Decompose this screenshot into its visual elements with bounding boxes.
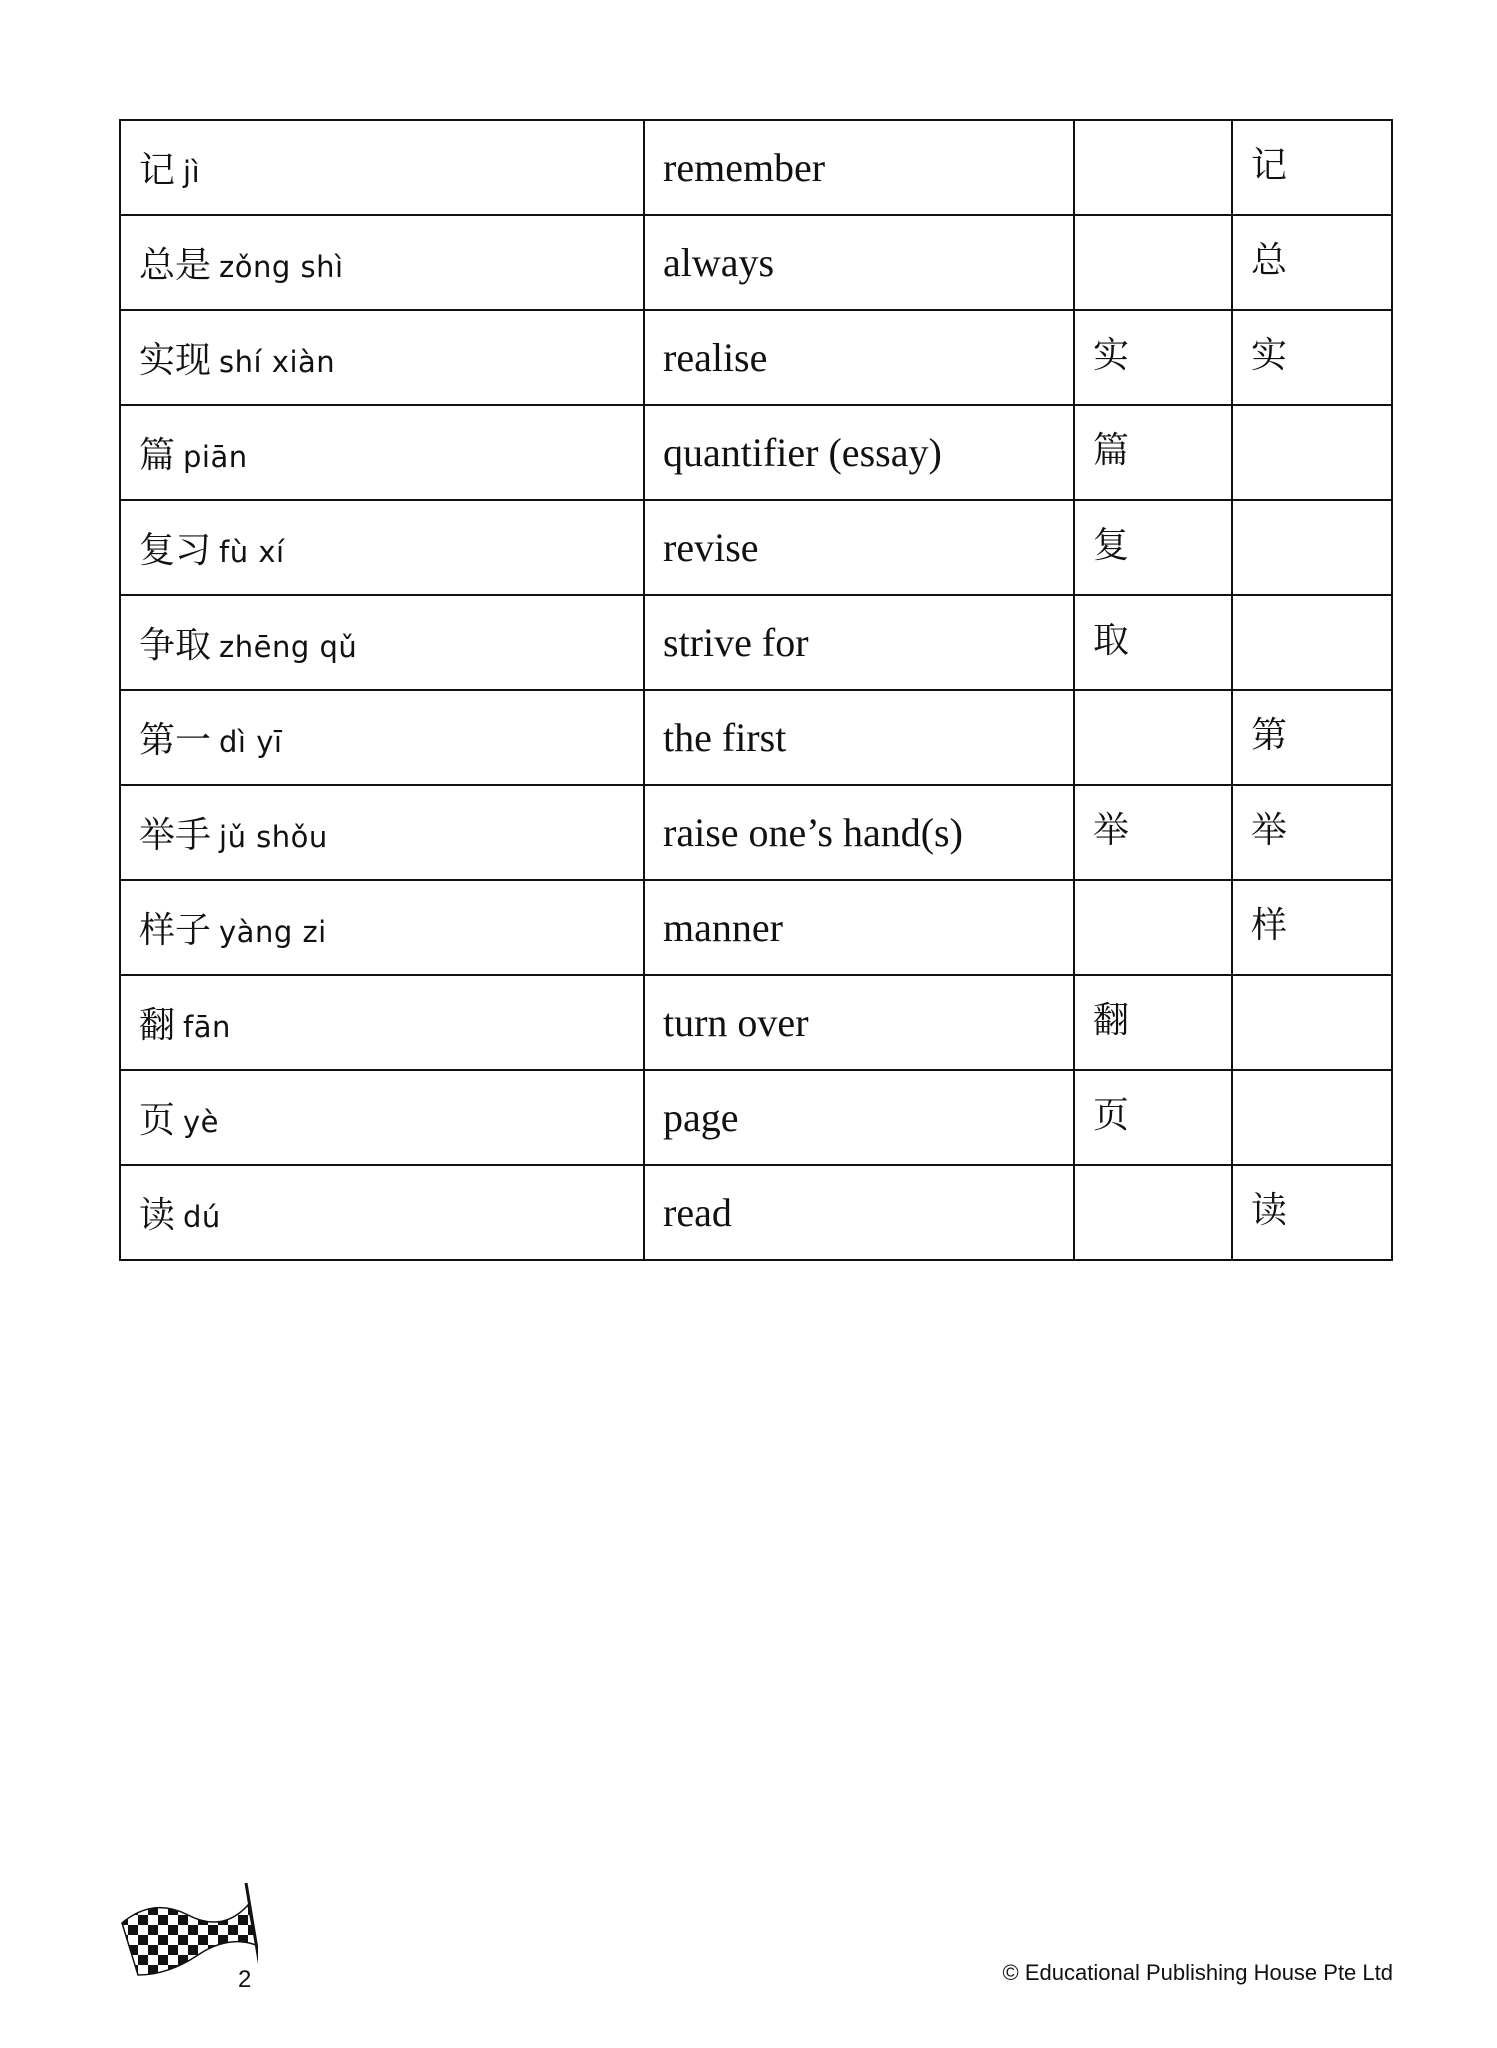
write-char: 总 [1251, 240, 1288, 281]
hanzi: 举手 [139, 815, 212, 856]
write-char-cell [1232, 120, 1392, 215]
word-cell [120, 1165, 644, 1260]
pinyin: zǒng shì [219, 250, 344, 284]
write-char-cell [1232, 595, 1392, 690]
meaning-cell [644, 405, 1074, 500]
vocabulary-table [119, 119, 1393, 1261]
word-cell [120, 595, 644, 690]
write-char-cell [1232, 785, 1392, 880]
pinyin: piān [183, 440, 248, 474]
recognise-char-cell [1074, 595, 1232, 690]
table-row [120, 500, 1392, 595]
pinyin: jì [183, 155, 201, 189]
table-row [120, 595, 1392, 690]
write-char-cell [1232, 880, 1392, 975]
word-cell [120, 500, 644, 595]
checkered-flag-icon [118, 1875, 258, 1985]
recognise-char-cell [1074, 310, 1232, 405]
hanzi: 第一 [139, 720, 212, 761]
write-char: 样 [1251, 905, 1288, 946]
pinyin: jǔ shǒu [219, 820, 328, 854]
hanzi: 读 [139, 1195, 176, 1236]
hanzi: 争取 [139, 625, 212, 666]
pinyin: fān [183, 1010, 231, 1044]
table-row [120, 215, 1392, 310]
write-char-cell [1232, 690, 1392, 785]
write-char: 举 [1251, 810, 1288, 851]
recognise-char-cell [1074, 1165, 1232, 1260]
recognise-char: 篇 [1093, 430, 1130, 471]
meaning-cell [644, 120, 1074, 215]
write-char-cell [1232, 405, 1392, 500]
write-char-cell [1232, 1070, 1392, 1165]
pinyin: shí xiàn [219, 345, 336, 379]
pinyin: yàng zi [219, 915, 327, 949]
recognise-char-cell [1074, 690, 1232, 785]
recognise-char: 翻 [1093, 1000, 1130, 1041]
write-char-cell [1232, 500, 1392, 595]
pinyin: yè [183, 1105, 220, 1139]
meaning-cell [644, 785, 1074, 880]
english-meaning: turn over [663, 1000, 809, 1045]
write-char-cell [1232, 310, 1392, 405]
copyright-notice: © Educational Publishing House Pte Ltd [1002, 1960, 1393, 1985]
english-meaning: remember [663, 145, 826, 190]
word-cell [120, 690, 644, 785]
pinyin: dì yī [219, 725, 283, 759]
recognise-char: 实 [1093, 335, 1130, 376]
recognise-char: 复 [1093, 525, 1130, 566]
write-char-cell [1232, 215, 1392, 310]
write-char: 读 [1251, 1190, 1288, 1231]
hanzi: 实现 [139, 340, 212, 381]
meaning-cell [644, 975, 1074, 1070]
word-cell [120, 1070, 644, 1165]
hanzi: 复习 [139, 530, 212, 571]
word-cell [120, 310, 644, 405]
recognise-char: 页 [1093, 1095, 1130, 1136]
recognise-char-cell [1074, 405, 1232, 500]
recognise-char-cell [1074, 215, 1232, 310]
meaning-cell [644, 595, 1074, 690]
recognise-char-cell [1074, 880, 1232, 975]
word-cell [120, 120, 644, 215]
pinyin: fù xí [219, 535, 285, 569]
recognise-char-cell [1074, 1070, 1232, 1165]
hanzi: 记 [139, 150, 176, 191]
write-char: 实 [1251, 335, 1288, 376]
english-meaning: manner [663, 905, 783, 950]
meaning-cell [644, 500, 1074, 595]
table-row [120, 1165, 1392, 1260]
word-cell [120, 880, 644, 975]
pinyin: dú [183, 1200, 221, 1234]
recognise-char-cell [1074, 975, 1232, 1070]
table-row [120, 405, 1392, 500]
page-number: 2 [238, 1966, 252, 1993]
meaning-cell [644, 880, 1074, 975]
write-char: 第 [1251, 715, 1288, 756]
table-row [120, 690, 1392, 785]
write-char: 记 [1251, 145, 1288, 186]
word-cell [120, 405, 644, 500]
hanzi: 样子 [139, 910, 212, 951]
english-meaning: strive for [663, 620, 809, 665]
english-meaning: realise [663, 335, 768, 380]
english-meaning: raise one’s hand(s) [663, 810, 963, 855]
hanzi: 翻 [139, 1005, 176, 1046]
meaning-cell [644, 1165, 1074, 1260]
table-row [120, 310, 1392, 405]
table-row [120, 975, 1392, 1070]
table-row [120, 1070, 1392, 1165]
recognise-char-cell [1074, 120, 1232, 215]
meaning-cell [644, 1070, 1074, 1165]
recognise-char: 取 [1093, 620, 1130, 661]
word-cell [120, 785, 644, 880]
recognise-char-cell [1074, 500, 1232, 595]
recognise-char: 举 [1093, 810, 1130, 851]
word-cell [120, 975, 644, 1070]
recognise-char-cell [1074, 785, 1232, 880]
write-char-cell [1232, 975, 1392, 1070]
hanzi: 页 [139, 1100, 176, 1141]
hanzi: 篇 [139, 435, 176, 476]
table-row [120, 120, 1392, 215]
english-meaning: quantifier (essay) [663, 430, 942, 475]
english-meaning: always [663, 240, 775, 285]
meaning-cell [644, 215, 1074, 310]
english-meaning: read [663, 1190, 732, 1235]
english-meaning: page [663, 1095, 739, 1140]
write-char-cell [1232, 1165, 1392, 1260]
meaning-cell [644, 310, 1074, 405]
pinyin: zhēng qǔ [219, 630, 358, 664]
table-row [120, 785, 1392, 880]
meaning-cell [644, 690, 1074, 785]
english-meaning: the first [663, 715, 787, 760]
word-cell [120, 215, 644, 310]
english-meaning: revise [663, 525, 759, 570]
hanzi: 总是 [139, 245, 212, 286]
table-row [120, 880, 1392, 975]
